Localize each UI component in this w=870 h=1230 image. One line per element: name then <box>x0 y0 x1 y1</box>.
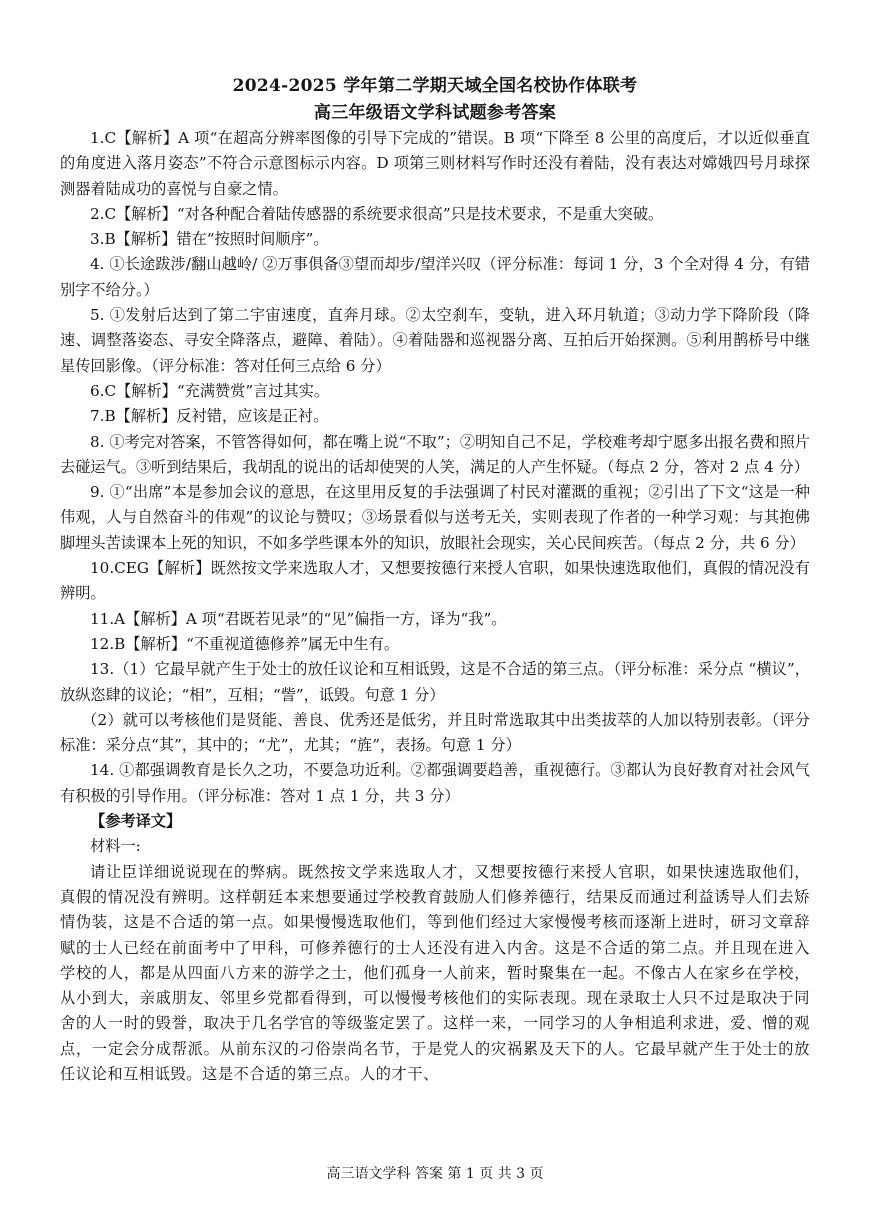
reference-translation-heading: 【参考译文】 <box>90 812 182 831</box>
answer-item: 3.B【解析】错在“按照时间顺序”。 <box>90 230 329 249</box>
answer-item: 5. ①发射后达到了第二宇宙速度，直奔月球。②太空刹车，变轨，进入环月轨道；③动力学下降阶段（降速、调整落姿态、寻安全降落点，避障、着陆）。④着陆器和巡视器分离、互拍后开始探测。⑤利用鹊桥号中继星传回影像。（评分标准：答对任何三点给 6 分） <box>60 306 810 375</box>
answer-item-13-2: （2）就可以考核他们是贤能、善良、优秀还是低劣，并且时常选取其中出类拔萃的人加以特别表彰。（评分标准：采分点“其”，其中的；“尤”，尤其；“旌”，表扬。句意 1 分） <box>60 710 810 755</box>
answer-item: 1.C【解析】A 项“在超高分辨率图像的引导下完成的”错误。B 项“下降至 8 公里的高度后，才以近似垂直的角度进入落月姿态”不符合示意图标示内容。D 项第三则材料写作时还没有着陆，没有表达对嫦娥四号月球探测器着陆成功的喜悦与自豪之情。 <box>60 129 810 198</box>
answer-content <box>60 126 810 1087</box>
answer-item-14: 14. ①都强调教育是长久之功，不要急功近利。②都强调要趋善，重视德行。③都认为良好教育对社会风气有积极的引导作用。（评分标准：答对 1 点 1 分，共 3 分） <box>60 761 810 805</box>
answer-item: 10.CEG【解析】既然按文学来选取人才，又想要按德行来授人官职，如果快速选取他们，真假的情况没有辨明。 <box>60 559 810 603</box>
material-label: 材料一: <box>90 837 141 856</box>
translation-text: 请让臣详细说说现在的弊病。既然按文学来选取人才，又想要按德行来授人官职，如果快速选取他们，真假的情况没有辨明。这样朝廷本来想要通过学校教育鼓励人们修养德行，结果反而通过利益诱导人们去矫情伪装，这是不合适的第一点。如果慢慢选取他们，等到他们经过大家慢慢考核而逐渐上进时，研习文章辞赋的士人已经在前面考中了甲科，可修养德行的士人还没有进入内舍。这是不合适的第二点。并且现在进入学校的人，都是从四面八方来的游学之士，他们孤身一人前来，暂时聚集在一起。不像古人在家乡在学校，从小到大，亲戚朋友、邻里乡党都看得到，可以慢慢考核他们的实际表现。现在录取士人只不过是取决于同舍的人一时的毁誉，取决于几名学官的等级鉴定罢了。这样一来，一同学习的人争相追利求进，爱、憎的观点，一定会分成帮派。从前东汉的刁俗崇尚名节，于是党人的灾祸累及天下的人。它最早就产生于处士的放任议论和互相诋毁。这是不合适的第三点。人的才干、 <box>60 862 810 1083</box>
answer-item: 11.A【解析】A 项“君既若见录”的“见”偏指一方，译为“我”。 <box>90 609 507 628</box>
answer-item: 2.C【解析】“对各种配合着陆传感器的系统要求很高”只是技术要求，不是重大突破。 <box>90 204 664 223</box>
document-subtitle: 高三年级语文学科试题参考答案 <box>313 103 557 123</box>
answer-item: 8. ①考完对答案，不管答得如何，都在嘴上说“不取”；②明知自己不足，学校难考却宁愿多出报名费和照片去碰运气。③听到结果后，我胡乱的说出的话却使哭的人笑，满足的人产生怀疑。（每点 2 分，答对 2 点 4 分） <box>60 432 810 476</box>
answer-item: 7.B【解析】反衬错，应该是正衬。 <box>90 407 329 426</box>
answer-item: 13.（1）它最早就产生于处士的放任议论和互相诋毁，这是不合适的第三点。（评分标准：采分点 “横议”，放纵恣肆的议论；“相”，互相；“訾”，诋毁。句意 1 分） <box>60 660 810 704</box>
answer-item: 6.C【解析】“充满赞赏”言过其实。 <box>90 381 330 400</box>
answer-item: 4. ①长途跋涉/翻山越岭/ ②万事俱备③望而却步/望洋兴叹（评分标准：每词 1 分，3 个全对得 4 分，有错别字不给分。） <box>60 255 810 299</box>
page-footer: 高三语文学科 答案 第 1 页 共 3 页 <box>326 1166 544 1182</box>
answer-item: 12.B【解析】“不重视道德修养”属无中生有。 <box>90 634 400 653</box>
answer-item: 9. ①“出席”本是参加会议的意思，在这里用反复的手法强调了村民对灌溉的重视；②引出了下文“这是一种伟观，人与自然奋斗的伟观”的议论与赞叹；③场景看似与送考无关，实则表现了作者的一种学习观：与其抱佛脚埋头苦读课本上死的知识，不如多学些课本外的知识，放眼社会现实，关心民间疾苦。（每点 2 分，共 6 分） <box>60 483 810 552</box>
document-title: 2024-2025 学年第二学期天域全国名校协作体联考 <box>232 76 638 96</box>
